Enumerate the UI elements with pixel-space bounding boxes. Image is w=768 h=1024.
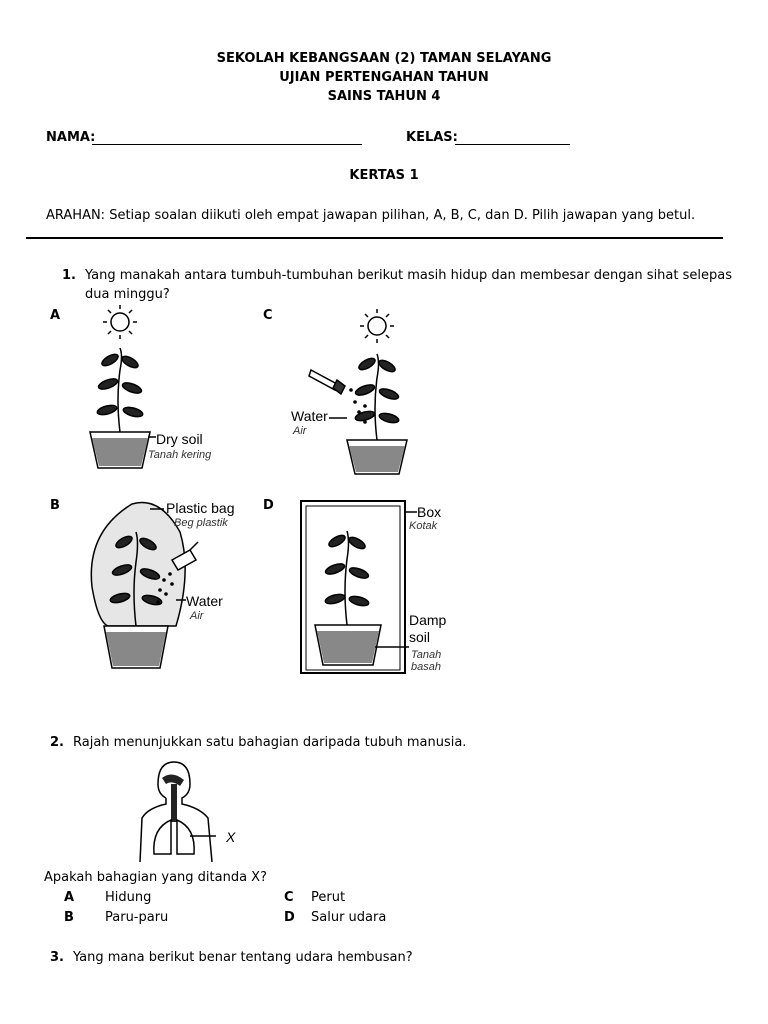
q1-text-line2: dua minggu?	[85, 287, 170, 302]
q3-text: Yang mana berikut benar tentang udara hembusan?	[73, 950, 413, 965]
q2-option-d-text: Salur udara	[311, 910, 387, 925]
q1-option-b-illustration	[80, 492, 270, 682]
q2-respiratory-diagram	[138, 758, 248, 866]
section-divider	[26, 237, 723, 239]
school-name: SEKOLAH KEBANGSAAN (2) TAMAN SELAYANG	[216, 51, 552, 66]
q1-b-water-label: Water	[186, 593, 223, 609]
q2-option-c-letter: C	[284, 890, 294, 905]
pot-icon	[90, 432, 150, 468]
q3-number: 3.	[50, 950, 64, 965]
q1-option-b-letter: B	[50, 498, 60, 513]
q1-c-label: Water	[291, 408, 328, 424]
name-label: NAMA:	[46, 130, 96, 145]
watering-can-icon	[309, 370, 345, 394]
right-lung-icon	[177, 820, 194, 854]
name-field-line	[92, 144, 362, 145]
plant-icon	[354, 354, 400, 440]
q1-number: 1.	[62, 268, 76, 283]
pot-icon	[104, 626, 168, 668]
q2-question: Apakah bahagian yang ditanda X?	[44, 870, 267, 885]
q1-d-soil-sublabel-line2: basah	[411, 661, 441, 673]
q2-diagram-label-x: X	[226, 829, 236, 845]
q2-option-c-text: Perut	[311, 890, 346, 905]
q2-option-d-letter: D	[284, 910, 295, 925]
q1-option-a-illustration	[80, 300, 250, 475]
q1-option-d-letter: D	[263, 498, 274, 513]
q1-b-bag-label: Plastic bag	[166, 500, 235, 516]
q1-option-c-letter: C	[263, 308, 273, 323]
plastic-bag-icon	[91, 503, 185, 626]
class-label: KELAS:	[406, 130, 458, 145]
q1-c-sublabel: Air	[293, 425, 307, 437]
q1-option-c-illustration	[285, 300, 455, 475]
q1-a-sublabel: Tanah kering	[148, 449, 212, 461]
q1-a-label: Dry soil	[156, 431, 203, 447]
subject-title: SAINS TAHUN 4	[327, 89, 441, 104]
q2-text: Rajah menunjukkan satu bahagian daripada tubuh manusia.	[73, 735, 467, 750]
exam-title: UJIAN PERTENGAHAN TAHUN	[279, 70, 489, 85]
instruction-text: ARAHAN: Setiap soalan diikuti oleh empat jawapan pilihan, A, B, C, dan D. Pilih jawapan yang betul.	[46, 208, 696, 223]
q2-option-b-letter: B	[64, 910, 74, 925]
q1-d-soil-sublabel-line1: Tanah	[411, 649, 442, 661]
windpipe-icon	[171, 784, 177, 822]
q1-text-line1: Yang manakah antara tumbuh-tumbuhan berikut masih hidup dan membesar dengan sihat selepas	[85, 268, 732, 283]
pot-icon	[347, 440, 407, 474]
class-field-line	[455, 144, 570, 145]
q1-d-soil-label-line1: Damp	[409, 612, 447, 628]
q2-option-a-letter: A	[64, 890, 75, 905]
q1-d-box-label: Box	[417, 504, 442, 520]
q2-number: 2.	[50, 735, 64, 750]
left-lung-icon	[154, 820, 171, 854]
q1-option-a-letter: A	[50, 308, 61, 323]
q1-b-water-sublabel: Air	[190, 610, 204, 622]
q2-option-b-text: Paru-paru	[105, 910, 169, 925]
sun-icon	[360, 309, 394, 343]
plant-icon	[96, 348, 143, 432]
q2-option-a-text: Hidung	[105, 890, 152, 905]
paper-title: KERTAS 1	[349, 168, 419, 183]
pot-icon	[315, 625, 381, 665]
q1-option-d-illustration	[295, 495, 470, 680]
q1-b-bag-sublabel: Beg plastik	[174, 517, 228, 529]
q1-d-soil-label-line2: soil	[409, 629, 431, 645]
sun-icon	[103, 305, 137, 339]
q1-d-box-sublabel: Kotak	[409, 520, 438, 532]
